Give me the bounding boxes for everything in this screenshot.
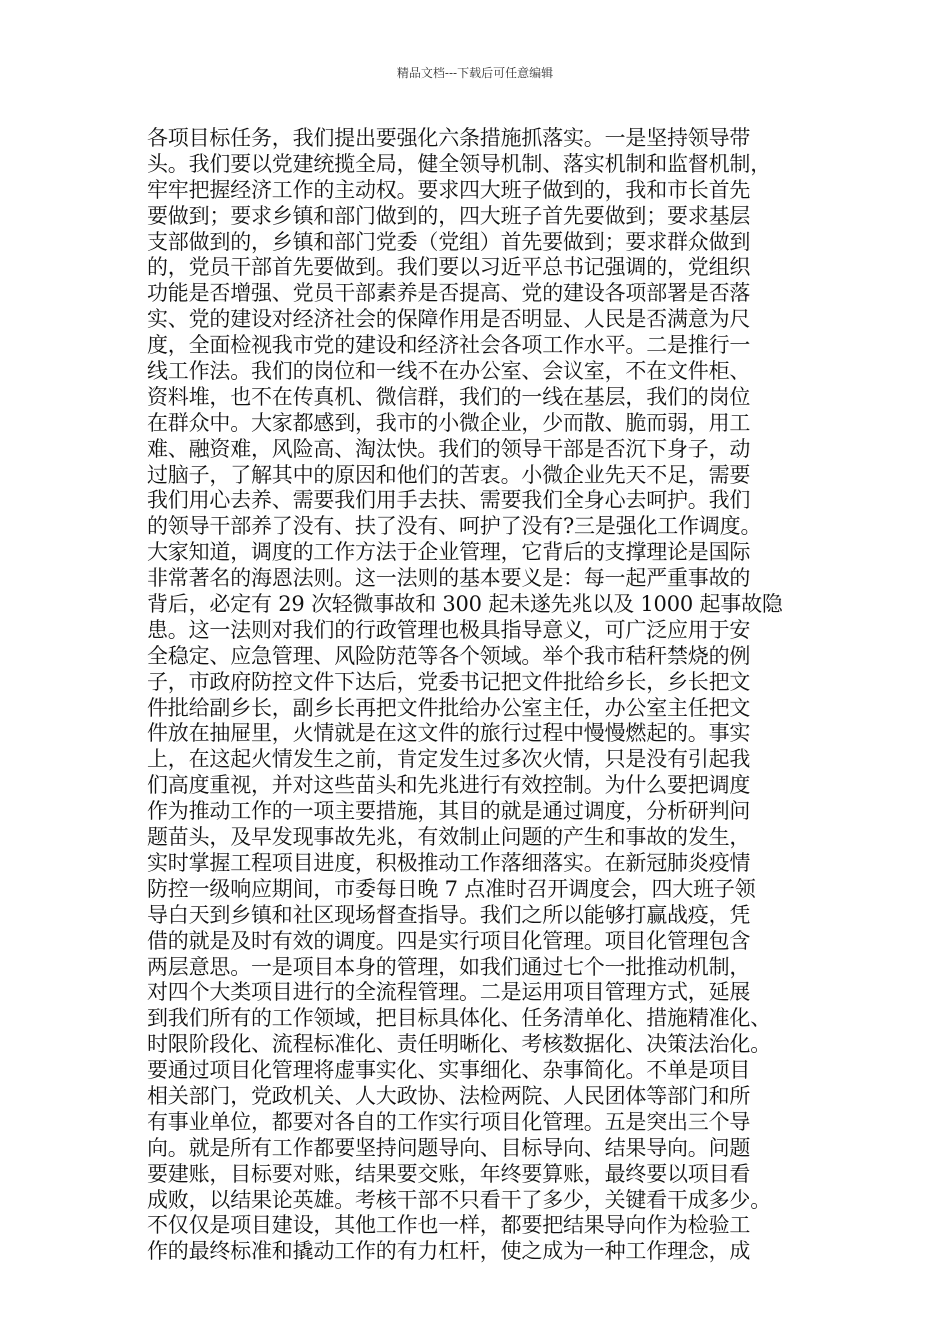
text-line: 子，市政府防控文件下达后，党委书记把文件批给乡长，乡长把文 bbox=[147, 669, 751, 694]
text-line: 成败，以结果论英雄。考核干部不只看干了多少，关键看干成多少。 bbox=[147, 1187, 771, 1212]
text-line: 牢牢把握经济工作的主动权。要求四大班子做到的，我和市长首先 bbox=[147, 177, 751, 202]
text-line: 的，党员干部首先要做到。我们要以习近平总书记强调的，党组织 bbox=[147, 255, 751, 280]
text-line: 我们用心去养、需要我们用手去扶、需要我们全身心去呵护。我们 bbox=[147, 488, 751, 513]
text-line: 功能是否增强、党员干部素养是否提高、党的建设各项部署是否落 bbox=[147, 281, 751, 306]
text-line: 到我们所有的工作领域，把目标具体化、任务清单化、措施精准化、 bbox=[147, 1006, 771, 1031]
text-line: 患。这一法则对我们的行政管理也极具指导意义，可广泛应用于安 bbox=[147, 617, 751, 642]
text-line: 件批给副乡长，副乡长再把文件批给办公室主任，办公室主任把文 bbox=[147, 695, 751, 720]
text-line: 件放在抽屉里，火情就是在这文件的旅行过程中慢慢燃起的。事实 bbox=[147, 721, 751, 746]
text-line: 相关部门，党政机关、人大政协、法检两院、人民团体等部门和所 bbox=[147, 1083, 751, 1108]
text-line: 对四个大类项目进行的全流程管理。二是运用项目管理方式，延展 bbox=[147, 980, 751, 1005]
text-line: 导白天到乡镇和社区现场督查指导。我们之所以能够打赢战疫，凭 bbox=[147, 902, 751, 927]
text-line: 过脑子，了解其中的原因和他们的苦衷。小微企业先天不足，需要 bbox=[147, 462, 751, 487]
text-line: 借的就是及时有效的调度。四是实行项目化管理。项目化管理包含 bbox=[147, 928, 751, 953]
text-line: 头。我们要以党建统揽全局，健全领导机制、落实机制和监督机制， bbox=[147, 151, 771, 176]
text-line: 线工作法。我们的岗位和一线不在办公室、会议室，不在文件柜、 bbox=[147, 359, 751, 384]
text-line: 两层意思。一是项目本身的管理，如我们通过七个一批推动机制， bbox=[147, 954, 751, 979]
text-line: 背后，必定有 29 次轻微事故和 300 起未遂先兆以及 1000 起事故隐 bbox=[147, 592, 783, 617]
text-line: 各项目标任务，我们提出要强化六条措施抓落实。一是坚持领导带 bbox=[147, 126, 751, 150]
text-line: 要通过项目化管理将虚事实化、实事细化、杂事简化。不单是项目 bbox=[147, 1058, 751, 1083]
text-line: 度，全面检视我市党的建设和经济社会各项工作水平。二是推行一 bbox=[147, 333, 751, 358]
text-line: 的领导干部养了没有、扶了没有、呵护了没有?三是强化工作调度。 bbox=[147, 514, 762, 539]
text-line: 向。就是所有工作都要坚持问题导向、目标导向、结果导向。问题 bbox=[147, 1135, 751, 1160]
text-line: 大家知道，调度的工作方法于企业管理，它背后的支撑理论是国际 bbox=[147, 540, 751, 565]
text-line: 作为推动工作的一项主要措施，其目的就是通过调度，分析研判问 bbox=[147, 799, 751, 824]
text-line: 作的最终标准和撬动工作的有力杠杆，使之成为一种工作理念，成 bbox=[147, 1239, 751, 1264]
text-line: 要建账，目标要对账，结果要交账，年终要算账，最终要以项目看 bbox=[147, 1161, 751, 1186]
page-header: 精品文档---下载后可任意编辑 bbox=[396, 66, 554, 80]
text-line: 非常著名的海恩法则。这一法则的基本要义是：每一起严重事故的 bbox=[147, 566, 751, 591]
text-line: 防控一级响应期间，市委每日晚 7 点准时召开调度会，四大班子领 bbox=[147, 876, 756, 901]
text-line: 题苗头，及早发现事故先兆，有效制止问题的产生和事故的发生， bbox=[147, 825, 751, 850]
text-line: 时限阶段化、流程标准化、责任明晰化、考核数据化、决策法治化。 bbox=[147, 1032, 771, 1057]
text-line: 要做到；要求乡镇和部门做到的，四大班子首先要做到；要求基层 bbox=[147, 203, 751, 228]
text-line: 全稳定、应急管理、风险防范等各个领域。举个我市秸秆禁烧的例 bbox=[147, 643, 751, 668]
text-line: 上，在这起火情发生之前，肯定发生过多次火情，只是没有引起我 bbox=[147, 747, 751, 772]
text-line: 不仅仅是项目建设，其他工作也一样，都要把结果导向作为检验工 bbox=[147, 1213, 751, 1238]
text-line: 有事业单位，都要对各自的工作实行项目化管理。五是突出三个导 bbox=[147, 1109, 751, 1134]
text-line: 们高度重视，并对这些苗头和先兆进行有效控制。为什么要把调度 bbox=[147, 773, 751, 798]
text-line: 支部做到的，乡镇和部门党委（党组）首先要做到；要求群众做到 bbox=[147, 229, 751, 254]
text-line: 难、融资难，风险高、淘汰快。我们的领导干部是否沉下身子，动 bbox=[147, 436, 751, 461]
text-line: 实、党的建设对经济社会的保障作用是否明显、人民是否满意为尺 bbox=[147, 307, 751, 332]
text-line: 资料堆，也不在传真机、微信群，我们的一线在基层，我们的岗位 bbox=[147, 384, 751, 409]
text-line: 在群众中。大家都感到，我市的小微企业，少而散、脆而弱，用工 bbox=[147, 410, 751, 435]
document-body bbox=[147, 126, 811, 1265]
text-line: 实时掌握工程项目进度，积极推动工作落细落实。在新冠肺炎疫情 bbox=[147, 850, 751, 875]
